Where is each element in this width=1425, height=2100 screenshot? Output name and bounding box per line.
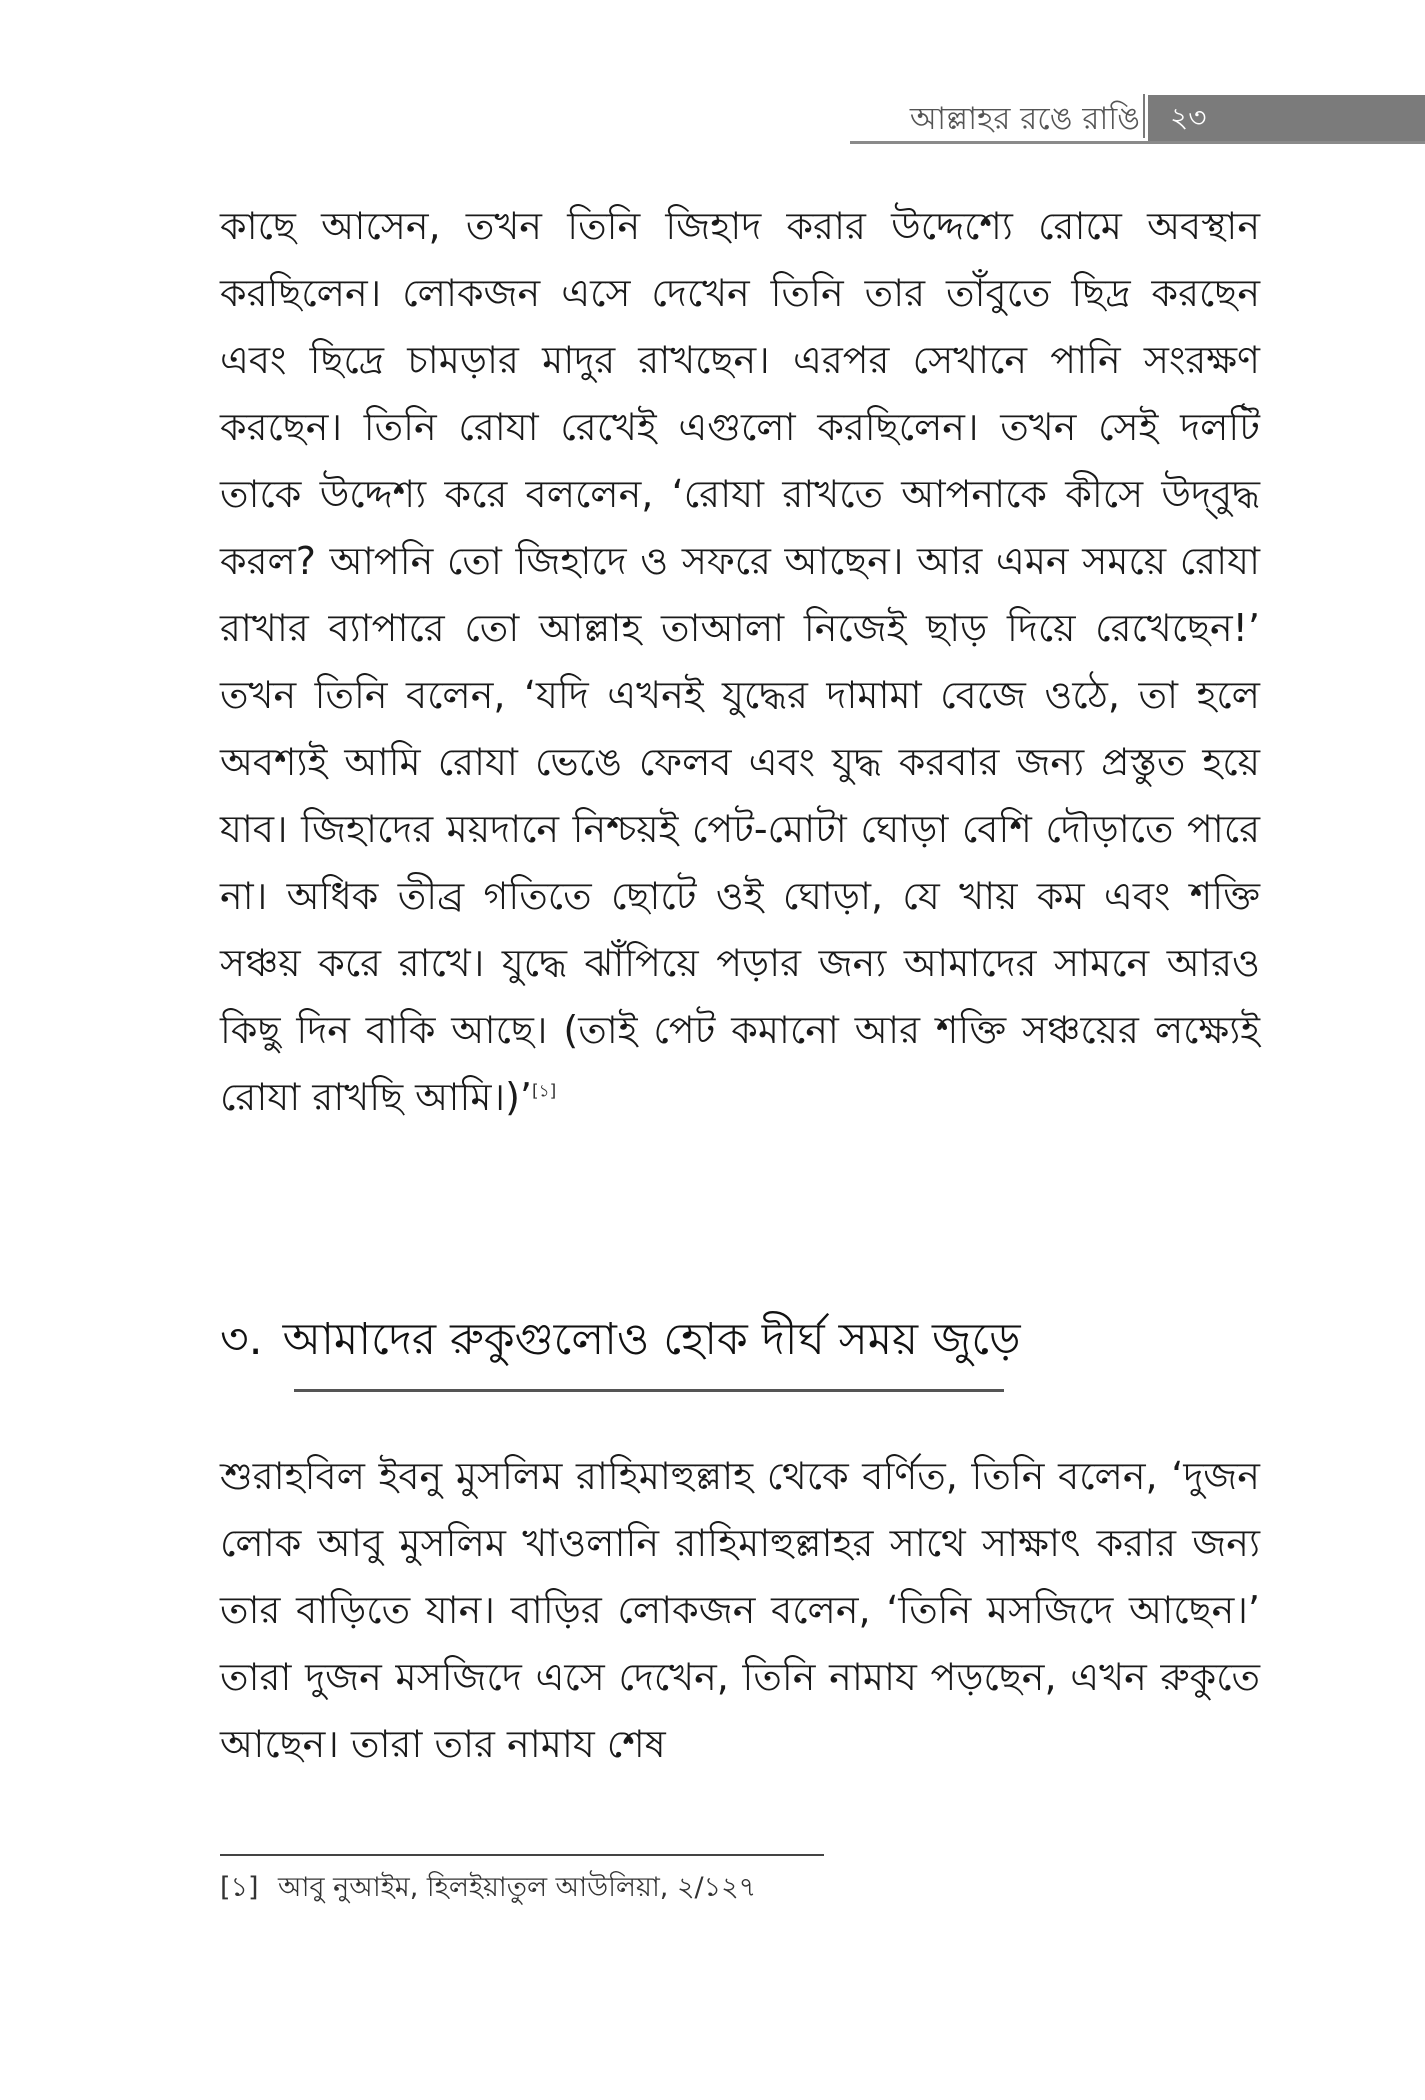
- body-paragraph-2: [220, 1443, 1260, 1778]
- header-divider: [1143, 94, 1145, 138]
- section-title: আমাদের রুকুগুলোও হোক দীর্ঘ সময় জুড়ে: [282, 1314, 1021, 1365]
- paragraph-2-text: শুরাহবিল ইবনু মুসলিম রাহিমাহুল্লাহ থেকে বর্ণিত, তিনি বলেন, ‘দুজন লোক আবু মুসলিম খাওলানি রাহিমাহুল্লাহর সাথে সাক্ষাৎ করার জন্য তার বাড়িতে যান। বাড়ির লোকজন বলেন, ‘তিনি মসজিদে আছেন।’ তারা দুজন মসজিদে এসে দেখেন, তিনি নামায পড়ছেন, এখন রুকুতে আছেন। তারা তার নামায শেষ: [220, 1454, 1260, 1766]
- section-heading: [220, 1310, 1260, 1370]
- section-number: ৩.: [220, 1314, 263, 1365]
- footnote-text: আবু নুআইম, হিলইয়াতুল আউলিয়া, ২/১২৭: [278, 1872, 757, 1903]
- page-number: ২৩: [1170, 101, 1207, 134]
- footnote-reference[interactable]: [১]: [531, 1081, 557, 1102]
- running-header-title: আল্লাহর রঙে রাঙি: [909, 101, 1140, 137]
- header-rule: [850, 141, 1425, 144]
- footnote-marker: [১]: [220, 1872, 259, 1903]
- page-number-box: [1148, 95, 1425, 141]
- paragraph-1-text: কাছে আসেন, তখন তিনি জিহাদ করার উদ্দেশ্যে রোমে অবস্থান করছিলেন। লোকজন এসে দেখেন তিনি তার তাঁবুতে ছিদ্র করছেন এবং ছিদ্রে চামড়ার মাদুর রাখছেন। এরপর সেখানে পানি সংরক্ষণ করছেন। তিনি রোযা রেখেই এগুলো করছিলেন। তখন সেই দলটি তাকে উদ্দেশ্য করে বললেন, ‘রোযা রাখতে আপনাকে কীসে উদ্‌বুদ্ধ করল? আপনি তো জিহাদে ও সফরে আছেন। আর এমন সময়ে রোযা রাখার ব্যাপারে তো আল্লাহ তাআলা নিজেই ছাড় দিয়ে রেখেছেন!’ তখন তিনি বলেন, ‘যদি এখনই যুদ্ধের দামামা বেজে ওঠে, তা হলে অবশ্যই আমি রোযা ভেঙে ফেলব এবং যুদ্ধ করবার জন্য প্রস্তুত হয়ে যাব। জিহাদের ময়দানে নিশ্চয়ই পেট-মোটা ঘোড়া বেশি দৌড়াতে পারে না। অধিক তীব্র গতিতে ছোটে ওই ঘোড়া, যে খায় কম এবং শক্তি সঞ্চয় করে রাখে। যুদ্ধে ঝাঁপিয়ে পড়ার জন্য আমাদের সামনে আরও কিছু দিন বাকি আছে। (তাই পেট কমানো আর শক্তি সঞ্চয়ের লক্ষ্যেই রোযা রাখছি আমি।)’: [220, 204, 1260, 1119]
- footnote-separator: [220, 1854, 824, 1856]
- section-heading-underline: [294, 1389, 1004, 1392]
- footnote: [220, 1868, 1120, 1908]
- body-paragraph-1: [220, 193, 1260, 1131]
